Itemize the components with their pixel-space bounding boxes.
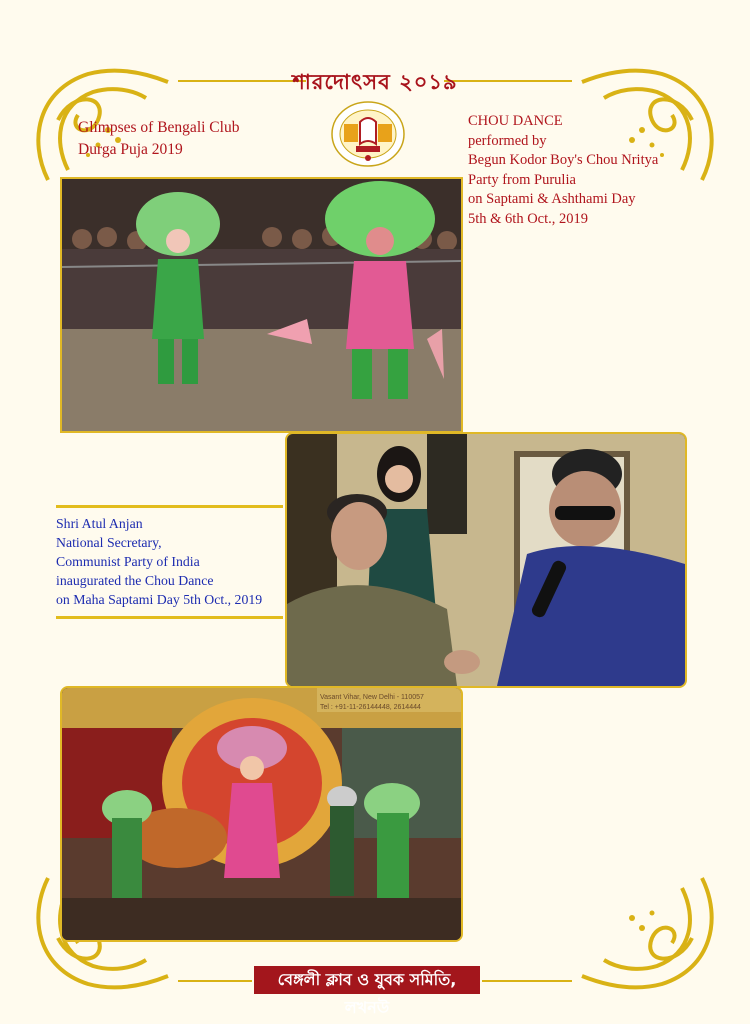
chou-caption-line: Begun Kodor Boy's Chou Nritya (468, 152, 659, 168)
footer-line-left (178, 980, 252, 982)
inauguration-caption (56, 514, 262, 609)
chou-dance-caption (468, 112, 658, 229)
chou-caption-line: Party from Purulia (468, 171, 576, 188)
chou-caption-line: performed by (468, 132, 547, 149)
event-caption (78, 117, 239, 161)
caption-divider-bottom (56, 616, 283, 619)
inauguration-caption-line: inaugurated the Chou Dance (56, 573, 214, 588)
footer-line-right (482, 980, 572, 982)
event-caption-line: Durga Puja 2019 (78, 141, 183, 158)
event-caption-line: Glimpses of Bengali Club (78, 119, 240, 136)
inauguration-caption-line: Shri Atul Anjan (56, 516, 143, 531)
page-title: শারদোৎসব ২০১৯ (292, 70, 458, 94)
inauguration-caption-line: National Secretary, (56, 535, 162, 550)
inauguration-caption-line: on Maha Saptami Day 5th Oct., 2019 (56, 592, 263, 607)
inauguration-caption-line: Communist Party of India (56, 554, 200, 569)
photo-durga-idol-group (60, 686, 463, 942)
banner-phone: Tel : +91-11-26144448, 2614444 (320, 704, 421, 711)
photo-chou-dancers (60, 177, 463, 433)
banner-address: Vasant Vihar, New Delhi - 110057 (320, 694, 424, 701)
bottom-right-ornament (572, 868, 722, 998)
footer-club-name: বেঙ্গলী ক্লাব ও যুবক সমিতি, লখনউ (254, 966, 480, 994)
chou-caption-line: on Saptami & Ashthami Day (468, 191, 636, 207)
caption-divider-top (56, 505, 283, 508)
photo-inauguration (285, 432, 687, 688)
club-logo (330, 100, 406, 168)
chou-caption-line: 5th & 6th Oct., 2019 (468, 210, 589, 227)
chou-caption-line: CHOU DANCE (468, 113, 563, 129)
